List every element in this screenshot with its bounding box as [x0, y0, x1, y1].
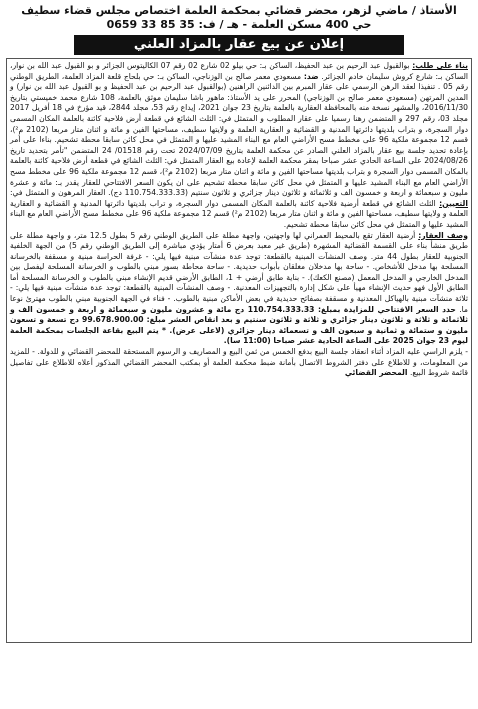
bailiff-name-line: الأستاذ / ماضي لزهر، محضر قضائي بمحكمة العلمة اختصاص مجلس قضاء سطيف — [21, 4, 457, 17]
conditions-text: - يلزم الراسي عليه المزاد أثناء انعقاد جلسة البيع بدفع الخمس من ثمن البيع و المصاريف و الرسوم المستحقة للمحضر القضائي و للدولة. - للمزيد من المعلومات، و للاطلاع على دفتر الشروط الاتصال بأمانة ضبط محكمة العلمة أو بمكتب المحضر القضائي المذكور أعلاه للاطلاع على تفاصيل قائمة شروط البيع. — [10, 347, 468, 378]
designation-label: التعيين: — [439, 198, 468, 208]
description-text: أرضية العقار تقع بالمحيط العمراني لها واجهتين، واجهة مطلة على الطريق الوطني رقم 5 بطول 12.5 متر، و واجهة مطلة على طريق منشأ بناء على القسمة القضائية المشهرة (طريق غير معبد بعرض 6 أمتار يؤدي مباشرة إلى الطريق الوطني رقم 5) من الجهة الخلفية الجنوبية للعقار بطول 44 متر. وصف المنشآت المبنية بالقطعة: توجد عدة منشآت مبنية فيها يلي: - غرفة الحراسة مبنية و مسقفة بالخرسانة المسلحة بها مدخل للأشخاص. - ساحة بها مدخلان مغلقان بأبواب حديدية. - ساحة محاطة بسور مبني بالطوب و الخرسانة المسلحة ليفصل بين المدخل الخارجي و المدخل المعمل (مصنع الكعك). - بناية طابق أرضي + 1، الطابق الأرضي قديم الإنشاء مبني بالطوب و الخرسانة المسلحة أما الطابق الأول فهو حديث الإنشاء مهيأ على شكل إدارة بالتجهيزات المعدنية. - وصف المنشآت المبنية بالقطعة: توجد عدة منشآت مبنية فيها يلي: - ثلاثة منشآت مبنية بالهياكل المعدنية و مسقفة بصفائح حديدية في بعض الأماكن مبنية بالطوب. - فناء في الجهة الجنوبية مبني بالطوب مهترئ نوعا ما. — [10, 230, 468, 314]
against-text: مسعودي معمر صالح بن الوزناجي، الساكن بـ: حي بلحاج قلعة المزاد العلمة، الطريق الوطني رقم 05 . تنفيذا لعقد الرهن الرسمي على عقار المبرم بين الدائنين الراهنين (بوالقبول عبد الرحيم بن عبد الحفيظ و بو القبول عبد الله بن نوار) و المدين المرتهن (مسعودي معمر صالح بن الوزناجي) المحرر على يد الأستاذ: ماهور باشا سليمان موثق بالعلمة، 108 شارع محمد خميستي بتاريخ 2016/11/30، والمشهر نسخة منه بالمحافظة العقارية بالعلمة بتاريخ 23 جوان 2021، إيداع رقم 53، مجلد 2844، قيد مؤرخ في 18 أفريل 2017 مجلد 03، رقم 297 و المتضمن رهنا رسميا على عقار المطلوب و المتمثل في: الثلث الشائع في قطعة أرض فلاحية كائنة بالعلمة المكان المسمى دوار السجرة، و بتراب بلديتها دائرتها المدنية و القضائية و العقارية العلمة و ولايتها سطيف، مساحتها الفين و مائة و اثنان متار مربعا (2102 م²)، قسم 12 مجموعة ملكية 96 على مخطط مسح الأراضي العام مع البناء المشيد عليها و المتمثل في محل كائن سابقا محطة تشحيم. بناءا على أمر بإعادة تحديد جلسة بيع عقار بالمزاد العلني الصادر عن محكمة العلمة بتاريخ 2024/07/09 تحت رقم 01518/ 24 المتضمن "تأمر بتحديد تاريخ 2024/08/26 على الساعة الحادي عشر صباحا بمقر محكمة العلمة لإعادة بيع العقار المتمثل في: الثلث الشائع في قطعة أرض فلاحية كائنة بالعلمة بالمكان المسمى دوار السجرة و بتراب بلديتها مساحتها الفين و مائة و اثنان متار مربعا (2102 م²)، قسم 12 مجموعة ملكية 96 على مخطط مسح الأراضي العام مع البناء المشيد عليها و المتمثل في محل كائن سابقا محطة تشحيم على ان يكون السعر الافتتاحي للعقار يقدر بـ: مائة و عشرة مليون و سبعمائة و اربعة و خمسون الف و ثلاثمائة و ثلاثون دينار جزائري و ثلاثون سنتيم (110.754.333.33 دج). العقار المرهون و المتمثل في: — [10, 71, 468, 198]
announcement-body — [6, 58, 472, 643]
announcement-title: إعلان عن بيع عقار بالمزاد العلني — [74, 35, 404, 55]
paragraph-request — [10, 61, 468, 231]
against-label: ضد: — [303, 71, 319, 81]
request-label: بناء على طلب: — [412, 61, 468, 70]
request-text: بوالقبول عبد الرحيم بن عبد الحفيظ، الساكن بـ: حي بيلو 02 شارع 02 رقم 07 الكاليتوس الجزائر و بو القبول عبد الله بن نوار، الساكن بـ: شارع كروش سليمان خادم الجزائر. — [10, 61, 468, 81]
paragraph-description — [10, 231, 468, 348]
signature: المحضر القضائي — [344, 368, 408, 378]
bailiff-address-line: حي 400 مسكن العلمة - هـ / ف: 35 85 33 0659 — [106, 18, 372, 31]
opening-price-text: حدد السعر الافتتاحي للمزايدة بمبلغ: 110.754.333.33 دج مائة و عشرون مليون و سبعمائة و اربعة و خمسون الف و ثلاثمائة و ثلاثة و ثلاثون دينار جزائري و ثلاثة و ثلاثون سنتيم و بعد انقاص العشر مبلغ: 99.678.900.00 دج تسعة و تسعون مليون و ستمائة و ثمانية و سبعون الف و تسعمائة دينار جزائري (لاعلى عرض). * يتم البيع بقاعة الجلسات بمحكمة العلمة ليوم 23 جوان 2025 على الساعة الحادية عشر صباحا (11:00 سا). — [10, 304, 469, 346]
paragraph-conditions — [10, 347, 468, 379]
description-label: وصف العقار: — [418, 230, 468, 240]
designation-text: الثلث الشائع في قطعة أرضية فلاحية كائنة بالعلمة المكان المسمى دوار السجرة، و تراب بلديتها دائرتها المدنية و القضائية و العقارية العلمة و ولايتها سطيف، مساحتها الفين و مائة و اثنان متار مربعا (2102 م²) قسم 12 مجموعة ملكية 96 على مخطط مسح الأراضي العام مع البناء المشيد عليها و المتمثل في محل كائن سابقا محطة تشحيم. — [10, 198, 468, 229]
